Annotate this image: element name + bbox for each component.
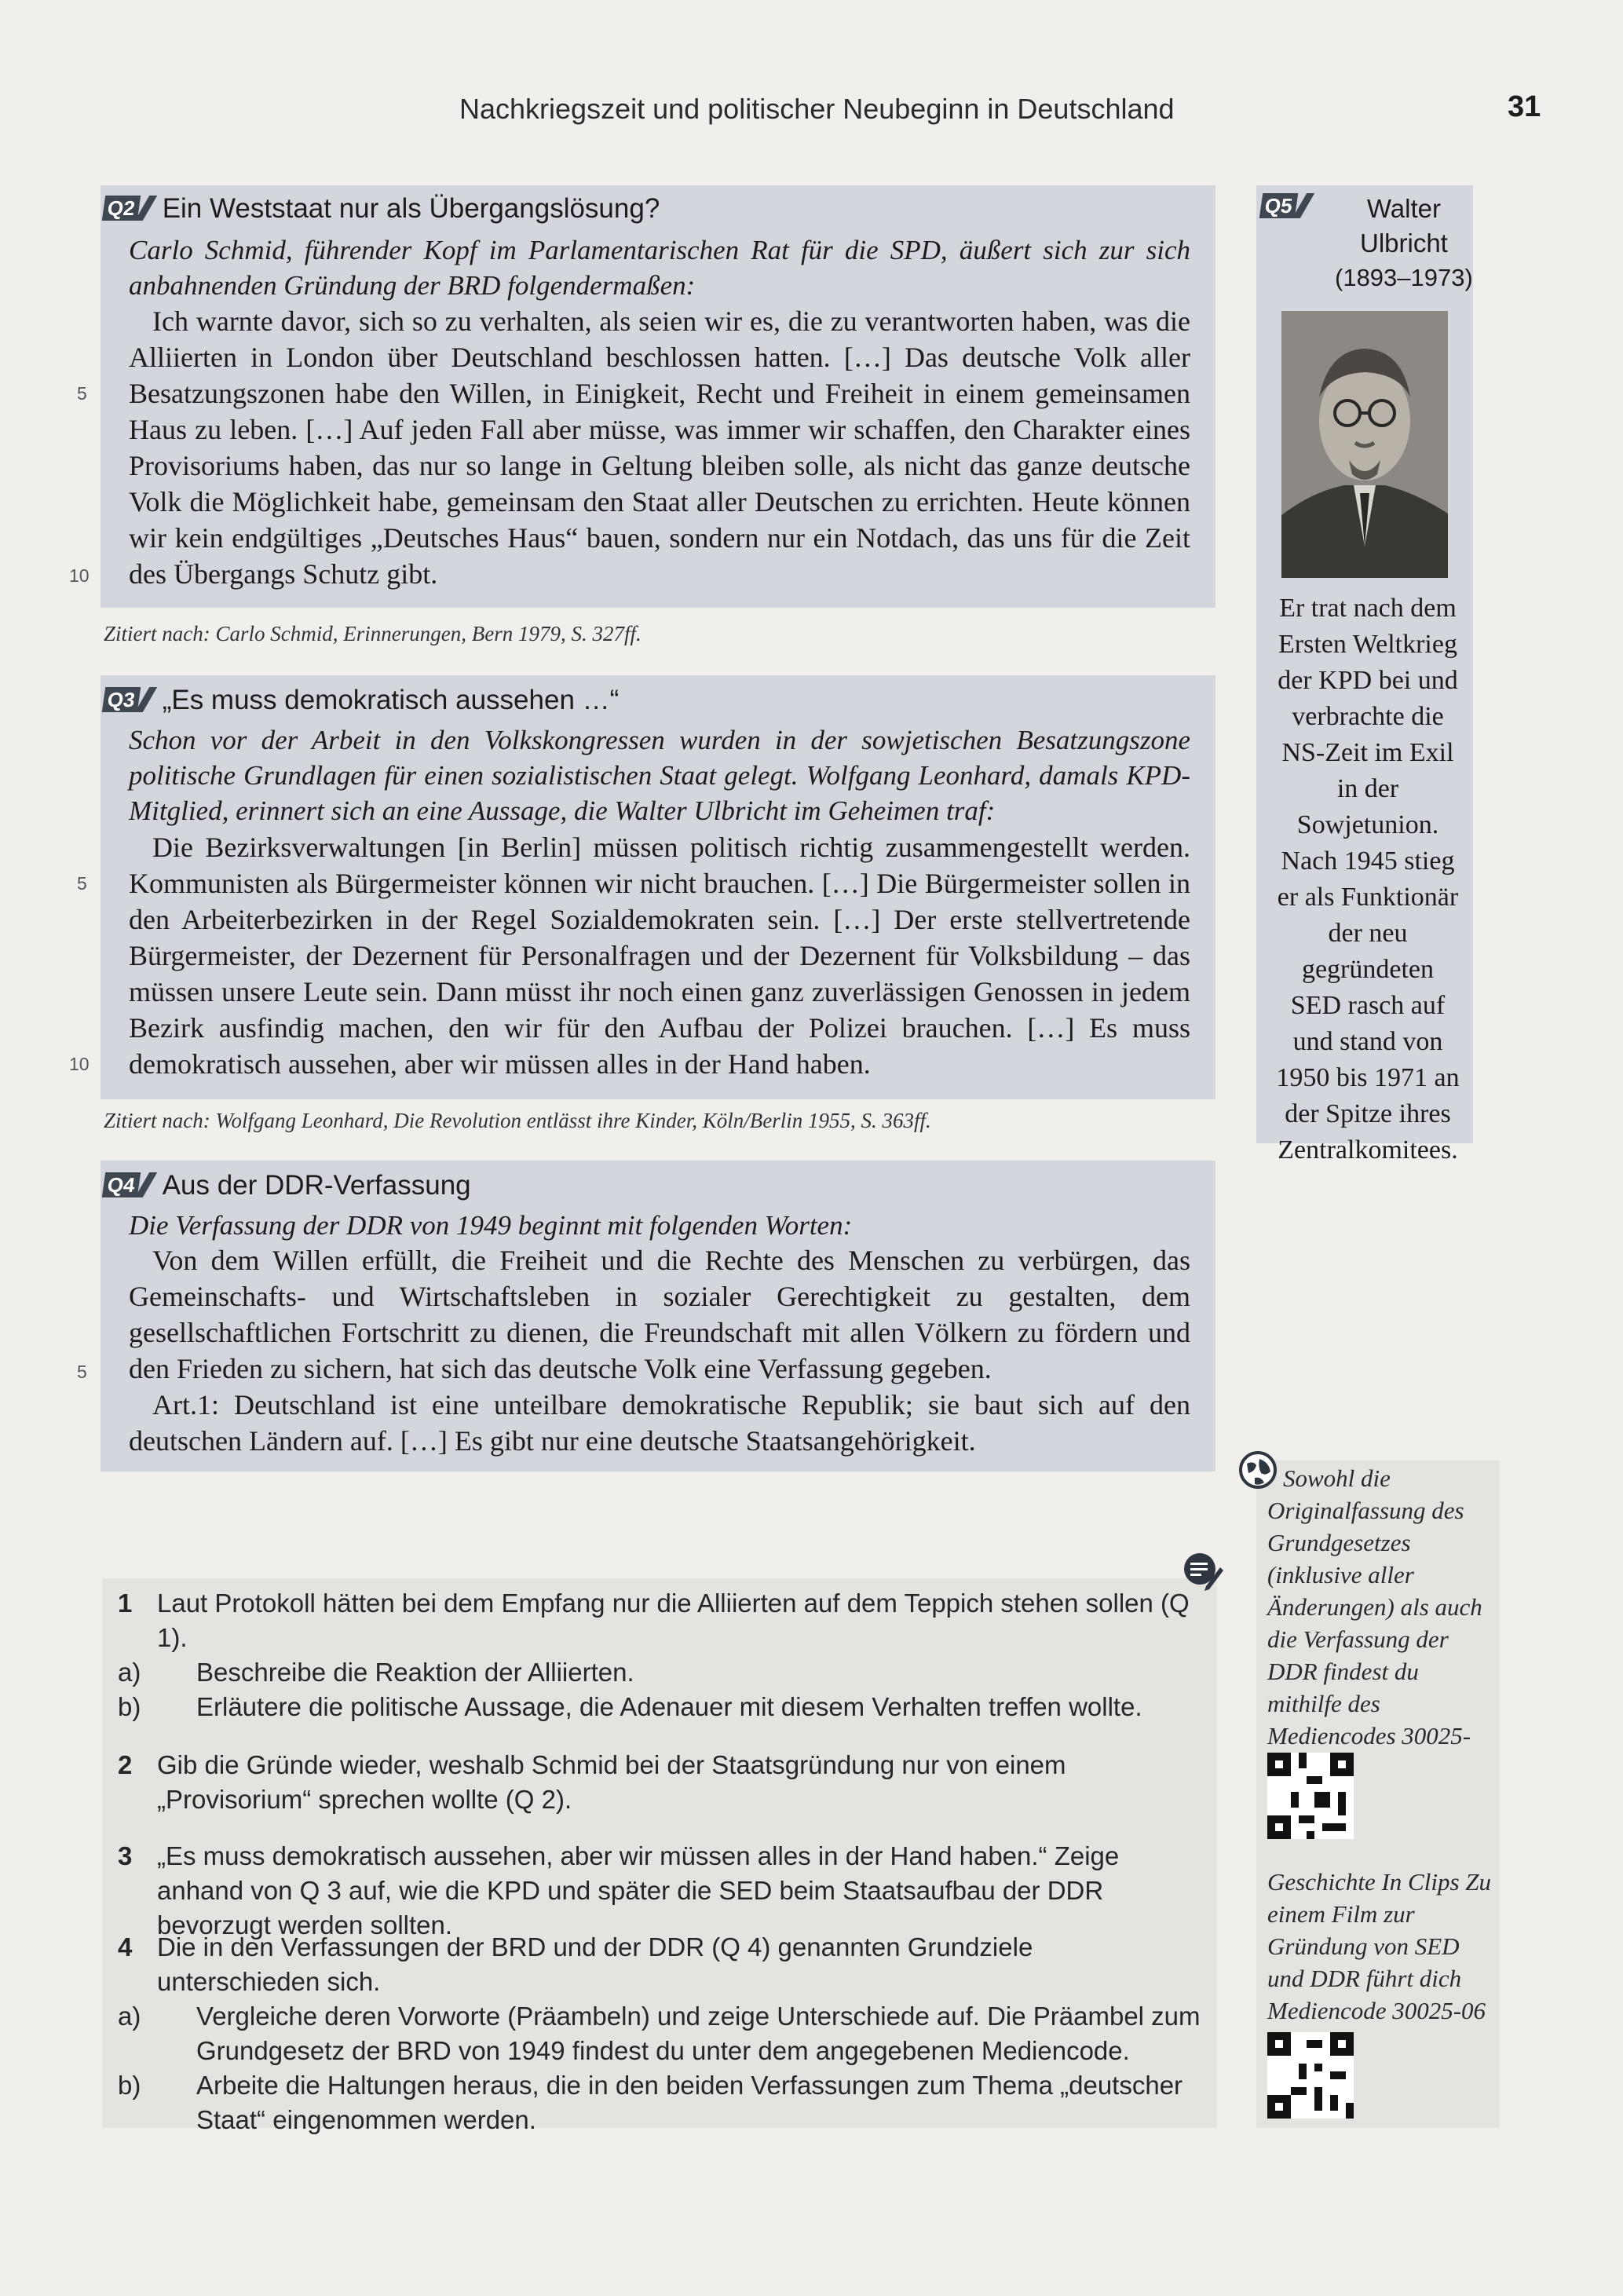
q4-intro: Die Verfassung der DDR von 1949 beginnt mit folgenden Worten: bbox=[129, 1210, 853, 1241]
subitem-letter: b) bbox=[118, 2071, 141, 2100]
task-subitem bbox=[118, 1690, 1201, 1724]
task-pen-icon bbox=[1183, 1550, 1223, 1591]
q5-name bbox=[1335, 192, 1473, 295]
line-number: 5 bbox=[77, 873, 87, 894]
line-number: 5 bbox=[77, 1362, 87, 1382]
q3-badge: Q3 bbox=[102, 687, 141, 712]
q3-heading bbox=[104, 685, 1187, 716]
subitem-text: Vergleiche deren Vorworte (Präambeln) und zeige Unterschiede auf. Die Präambel zum Grundgesetz der BRD von 1949 findest du unter dem angegebenen Mediencode. bbox=[196, 2002, 1201, 2065]
running-header: Nachkriegszeit und politischer Neubeginn in Deutschland bbox=[459, 93, 1175, 125]
q4-quote bbox=[129, 1242, 1190, 1459]
q3-quote bbox=[129, 829, 1190, 1082]
subitem-text: Arbeite die Haltungen heraus, die in den beiden Verfassungen zum Thema „deutscher Staat“ eingenommen werden. bbox=[196, 2071, 1183, 2134]
task-number: 4 bbox=[118, 1932, 133, 1961]
q2-quote-text: Ich warnte davor, sich so zu verhalten, als seien wir es, die zu verantworten haben, was die Alliierten in London über Deutschland beschlossen hatten. […] Das deutsche Volk aller Besatzungszonen habe den Willen, in Einigkeit, Recht und Freiheit in einem gemeinsamen Haus zu leben. […] Auf jeden Fall aber müsse, was immer wir schaffen, den Charakter eines Provisoriums haben, das nur so lange in Geltung bleiben solle, als nicht das ganze deutsche Volk die Möglichkeit habe, gemeinsam den Staat aller Deutschen zu errichten. Heute können wir kein endgültiges „Deutsches Haus“ bauen, sondern nur ein Notdach, das uns für die Zeit des Übergangs Schutz gibt. bbox=[129, 305, 1190, 590]
q5-badge: Q5 bbox=[1259, 193, 1298, 218]
q5-years: (1893–1973) bbox=[1335, 264, 1473, 291]
line-number: 10 bbox=[69, 1054, 90, 1074]
subitem-letter: a) bbox=[118, 1658, 141, 1687]
q3-quote-text: Die Bezirksverwaltungen [in Berlin] müssen politisch richtig zusammengestellt werden. Kommunisten als Bürgermeister können wir nicht brauchen. […] Die Bürgermeister sollen in den Arbeiterbezirken in der Regel Sozialdemokraten sein. […] Der erste stellvertretende Bürgermeister, der Dezernent für Personalfragen und der Dezernent für Volksbildung – das müssen unsere Leute sein. Dann müsst ihr noch einen ganz zuverlässigen Genossen in jedem Bezirk ausfindig machen, den wir für den Aufbau der Polizei brauchen. […] Es muss demokratisch aussehen, aber wir müssen alles in der Hand haben. bbox=[129, 832, 1190, 1080]
q3-title: „Es muss demokratisch aussehen …“ bbox=[162, 685, 620, 715]
task-1 bbox=[118, 1586, 1201, 1724]
q2-badge: Q2 bbox=[102, 196, 141, 221]
portrait-illustration bbox=[1281, 311, 1448, 578]
task-subitem bbox=[118, 1999, 1201, 2068]
task-subitem bbox=[118, 1655, 1201, 1690]
q4-title: Aus der DDR-Verfassung bbox=[162, 1170, 471, 1201]
q5-heading bbox=[1261, 193, 1320, 218]
qr-code-30025-05[interactable] bbox=[1267, 1753, 1354, 1839]
q2-source: Zitiert nach: Carlo Schmid, Erinnerungen, Bern 1979, S. 327ff. bbox=[104, 622, 642, 645]
task-subitem bbox=[118, 2068, 1201, 2137]
media-text-grundgesetz: Sowohl die Originalfassung des Grundgesetzes (inklusive aller Änderungen) als auch die Verfassung der DDR findest du mithilfe des Mediencodes 30025- bbox=[1267, 1464, 1482, 1749]
qr-code-30025-06[interactable] bbox=[1267, 2032, 1354, 2119]
task-2 bbox=[118, 1748, 1201, 1817]
task-number: 2 bbox=[118, 1750, 133, 1779]
task-number: 1 bbox=[118, 1589, 133, 1618]
line-number: 5 bbox=[77, 383, 87, 404]
q4-quote-text-1: Von dem Willen erfüllt, die Freiheit und die Rechte des Menschen zu verbürgen, das Gemeinschafts- und Wirtschaftsleben in sozialer Gerechtigkeit zu gestalten, dem gesellschaftlichen Fortschritt zu dienen, die Freundschaft mit allen Völkern zu fördern und den Frieden zu sichern, hat sich das deutsche Volk eine Verfassung gegeben. bbox=[129, 1245, 1190, 1384]
task-text: „Es muss demokratisch aussehen, aber wir müssen alles in der Hand haben.“ Zeige anhand von Q 3 auf, wie die KPD und später die SED beim Staatsaufbau der DDR bevorzugt werden sollten. bbox=[157, 1841, 1120, 1940]
q4-badge: Q4 bbox=[102, 1172, 141, 1197]
page-number: 31 bbox=[1508, 90, 1541, 123]
task-4 bbox=[118, 1930, 1201, 2137]
task-text: Die in den Verfassungen der BRD und der DDR (Q 4) genannten Grundziele unterschieden sich. bbox=[157, 1932, 1033, 1996]
portrait-photo-ulbricht bbox=[1281, 311, 1448, 578]
task-text: Gib die Gründe wieder, weshalb Schmid bei der Staatsgründung nur von einem „Provisorium“ sprechen wollte (Q 2). bbox=[157, 1750, 1066, 1814]
subitem-letter: a) bbox=[118, 2002, 141, 2031]
q2-intro: Carlo Schmid, führender Kopf im Parlamentarischen Rat für die SPD, äußert sich zur sich anbahnenden Gründung der BRD folgendermaßen: bbox=[129, 235, 1190, 301]
q5-name-last: Ulbricht bbox=[1359, 229, 1448, 258]
q4-heading bbox=[104, 1170, 1187, 1201]
task-3 bbox=[118, 1839, 1201, 1943]
q3-source: Zitiert nach: Wolfgang Leonhard, Die Revolution entlässt ihre Kinder, Köln/Berlin 1955, S. 363ff. bbox=[104, 1109, 931, 1132]
subitem-text: Erläutere die politische Aussage, die Adenauer mit diesem Verhalten treffen wollte. bbox=[196, 1692, 1142, 1721]
subitem-letter: b) bbox=[118, 1692, 141, 1721]
q2-heading bbox=[104, 193, 1187, 225]
task-text: Laut Protokoll hätten bei dem Empfang nur die Alliierten auf dem Teppich stehen sollen (Q 1). bbox=[157, 1589, 1190, 1652]
q2-title: Ein Weststaat nur als Übergangslösung? bbox=[162, 193, 660, 224]
q5-name-first: Walter bbox=[1366, 194, 1441, 223]
q3-intro: Schon vor der Arbeit in den Volkskongressen wurden in der sowjetischen Besatzungszone politische Grundlagen für einen sozialistischen Staat gelegt. Wolfgang Leonhard, damals KPD-Mitglied, erinnert sich an eine Aussage, die Walter Ulbricht im Geheimen traf: bbox=[129, 725, 1190, 826]
line-number: 10 bbox=[69, 565, 90, 586]
media-text-clips: Geschichte In Clips Zu einem Film zur Gründung von SED und DDR führt dich Mediencode 30025-06 bbox=[1267, 1868, 1491, 2024]
q5-biography: Er trat nach dem Ersten Weltkrieg der KPD bei und verbrachte die NS-Zeit im Exil in der Sowjetunion. Nach 1945 stieg er als Funktionär der neu gegründeten SED rasch auf und stand von 1950 bis 1971 an der Spitze ihres Zentralkomitees. bbox=[1276, 594, 1460, 1164]
q2-quote bbox=[129, 303, 1190, 592]
subitem-text: Beschreibe die Reaktion der Alliierten. bbox=[196, 1658, 634, 1687]
q4-quote-text-2: Art.1: Deutschland ist eine unteilbare demokratische Republik; sie baut sich auf den deutschen Ländern auf. […] Es gibt nur eine deutsche Staatsangehörigkeit. bbox=[129, 1389, 1190, 1457]
task-number: 3 bbox=[118, 1841, 133, 1870]
